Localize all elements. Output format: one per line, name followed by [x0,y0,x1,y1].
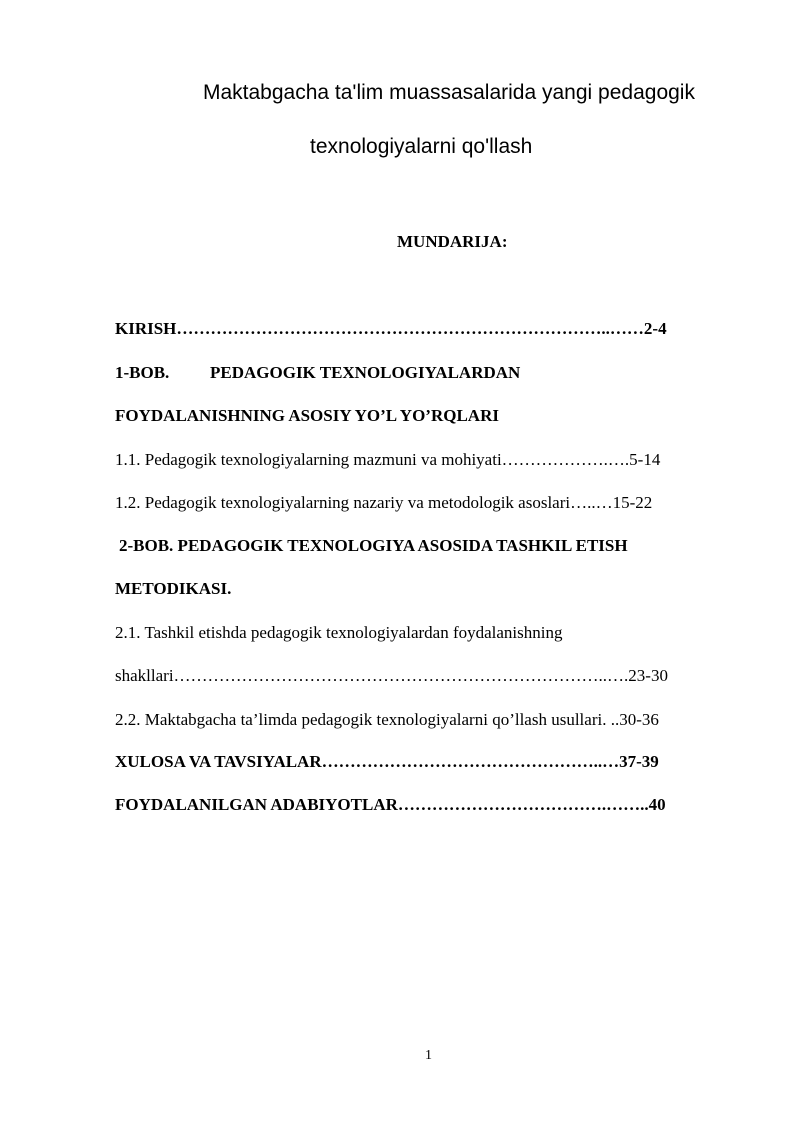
toc-entry-section-2-1: 2.1. Tashkil etishda pedagogik texnologiyalardan foydalanishning [115,623,563,642]
toc-heading: MUNDARIJA: [397,232,508,251]
toc-entry-chapter1-title-cont: FOYDALANISHNING ASOSIY YO’L YO’RQLARI [115,406,499,425]
toc-entry-chapter2-title: 2-BOB. PEDAGOGIK TEXNOLOGIYA ASOSIDA TASHKIL ETISH [119,536,628,555]
toc-entry-chapter1-title: PEDAGOGIK TEXNOLOGIYALARDAN [210,363,521,382]
toc-entry-references: FOYDALANILGAN ADABIYOTLAR……………………………….……..40 [115,795,666,814]
toc-entry-chapter2-title-cont: METODIKASI. [115,579,232,598]
toc-entry-chapter1-number: 1-BOB. [115,363,170,382]
page-number: 1 [425,1048,432,1063]
toc-entry-section-2-1-cont: shakllari…………………………………………………………………..….23-30 [115,666,668,685]
toc-entry-conclusion: XULOSA VA TAVSIYALAR…………………………………………..…37-39 [115,752,659,771]
toc-entry-section-1-2: 1.2. Pedagogik texnologiyalarning nazariy va metodologik asoslari…..…15-22 [115,493,653,512]
toc-entry-section-1-1: 1.1. Pedagogik texnologiyalarning mazmuni va mohiyati……………….….5-14 [115,450,661,469]
document-title-line-2: texnologiyalarni qo'llash [310,135,533,158]
toc-entry-intro: KIRISH…………………………………………………………………..……2-4 [115,319,667,338]
document-title-line-1: Maktabgacha ta'lim muassasalarida yangi pedagogik [203,81,695,104]
toc-entry-section-2-2: 2.2. Maktabgacha ta’limda pedagogik texnologiyalarni qo’llash usullari. ..30-36 [115,710,659,729]
